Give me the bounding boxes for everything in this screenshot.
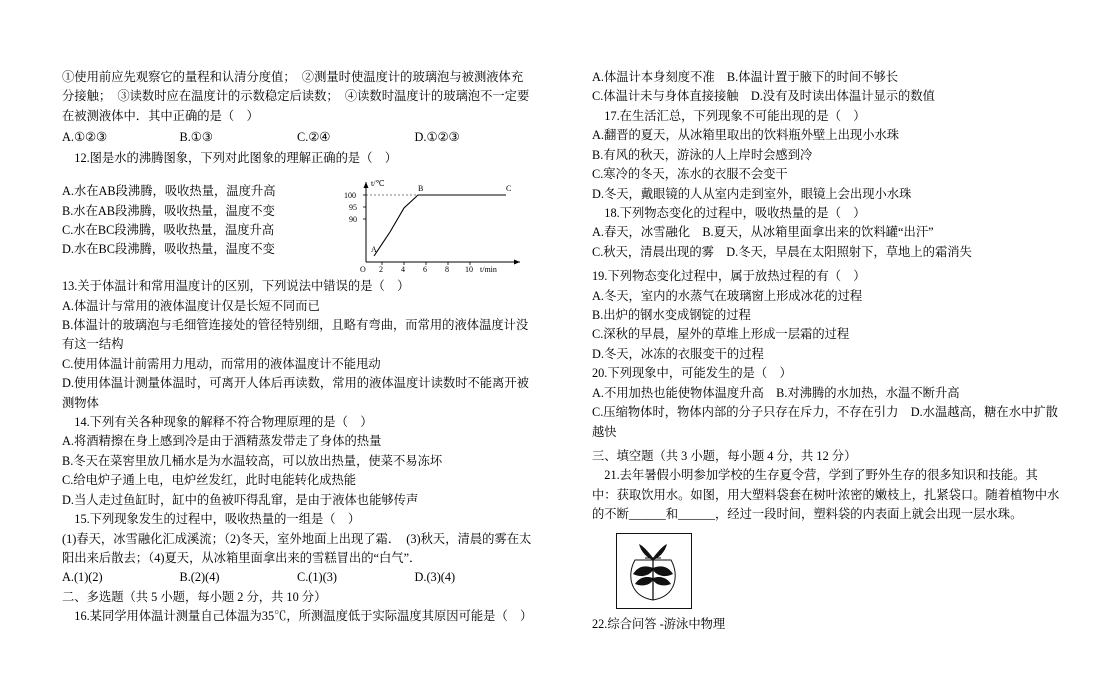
option-C[interactable]: C.②④: [297, 130, 331, 145]
q19-option-D[interactable]: D.冬天，冰冻的衣服变干的过程: [592, 346, 764, 361]
option-A[interactable]: A.①②③: [62, 130, 108, 145]
q16-option-A-B[interactable]: A.体温计本身刻度不准 B.体温计置于腋下的时间不够长: [592, 70, 899, 84]
q15-option-D[interactable]: D.(3)(4): [414, 570, 456, 585]
q20-option-A-B[interactable]: A.不用加热也能使物体温度升高 B.对沸腾的水加热，水温不断升高: [592, 385, 960, 400]
question-15-options: [62, 568, 532, 587]
q13-option-D[interactable]: D.使用体温计测量体温时，可离开人体后再读数，常用的液体温度计读数时不能离开被测物体: [62, 376, 529, 410]
q12-option-B[interactable]: B.水在AB段沸腾，吸收热量，温度不变: [62, 203, 275, 218]
q15-option-B[interactable]: B.(2)(4): [179, 570, 220, 585]
q20-option-C-D[interactable]: C.压缩物体时，物体内部的分子只存在斥力，不存在引力 D.水温越高，糖在水中扩散越快: [592, 405, 1058, 439]
question-18-stem: 18.下列物态变化的过程中，吸收热量的是（ ）: [604, 205, 866, 220]
question-16-stem: [62, 607, 532, 626]
q19-option-C[interactable]: C.深秋的早晨，屋外的草堆上形成一层霜的过程: [592, 327, 850, 342]
svg-text:90: 90: [349, 215, 357, 225]
q12-option-A[interactable]: A.水在AB段沸腾，吸收热量，温度升高: [62, 184, 276, 199]
question-14-stem: 14.下列有关各种现象的解释不符合物理原理的是（ ）: [74, 415, 373, 430]
q19-option-A[interactable]: A.冬天，室内的水蒸气在玻璃窗上形成冰花的过程: [592, 288, 863, 303]
q13-option-C[interactable]: C.使用体温计前需用力甩动，而常用的液体温度计不能甩动: [62, 356, 381, 371]
q13-option-A[interactable]: A.体温计与常用的液体温度计仅是长短不同而已: [62, 298, 320, 313]
left-column: [62, 68, 532, 627]
svg-text:100: 100: [344, 191, 356, 201]
section-three-heading: 三、填空题（共 3 小题，每小题 4 分，共 12 分）: [592, 449, 857, 464]
svg-text:t/min: t/min: [480, 265, 497, 275]
option-B[interactable]: B.①③: [179, 130, 213, 145]
question-20-stem: 20.下列现象中，可能发生的是（ ）: [592, 366, 792, 381]
q13-option-B[interactable]: B.体温计的玻璃泡与毛细管连接处的管径特别细，且略有弯曲，而常用的液体温度计没有这一结构: [62, 317, 529, 352]
question-21-stem: 21.去年暑假小明参加学校的生存夏令营，学到了野外生存的很多知识和技能。其中：获取饮用水。如图，用大塑料袋套在树叶浓密的嫩枝上，扎紧袋口。随着植物中水的不断______和______，经过一段时间，塑料袋的内表面上就会出现一层水珠。: [592, 468, 1060, 522]
question-19-stem: 19.下列物态变化过程中，属于放热过程的有（ ）: [592, 269, 866, 284]
q17-option-A[interactable]: A.翻晋的夏天，从冰箱里取出的饮料瓶外壁上出现小水珠: [592, 128, 900, 143]
q17-option-D[interactable]: D.冬天，戴眼镜的人从室内走到室外，眼镜上会出现小水珠: [592, 186, 912, 201]
q18-option-C-D[interactable]: C.秋天，清晨出现的雾 D.冬天，早晨在太阳照射下，草地上的霜消失: [592, 244, 972, 259]
question-13-stem: 13.关于体温计和常用温度计的区别，下列说法中错误的是（ ）: [62, 279, 410, 294]
q14-option-A[interactable]: A.将酒精擦在身上感到冷是由于酒精蒸发带走了身体的热量: [62, 434, 382, 449]
svg-text:O: O: [360, 265, 366, 275]
q12-option-C[interactable]: C.水在BC段沸腾，吸收热量，温度升高: [62, 222, 275, 237]
q17-option-B[interactable]: B.有风的秋天，游泳的人上岸时会感到冷: [592, 147, 813, 162]
svg-text:t/℃: t/℃: [371, 179, 385, 189]
q14-option-C[interactable]: C.给电炉子通上电，电炉丝发红，此时电能转化成热能: [62, 473, 357, 488]
svg-text:8: 8: [445, 265, 449, 275]
svg-text:95: 95: [349, 203, 357, 213]
svg-text:10: 10: [465, 265, 473, 275]
svg-text:4: 4: [401, 265, 405, 275]
q12-option-D[interactable]: D.水在BC段沸腾，吸收热量，温度不变: [62, 242, 275, 257]
question-15-stem: 15.下列现象发生的过程中，吸收热量的一组是（ ）: [74, 512, 361, 527]
q15-option-C[interactable]: C.(1)(3): [297, 570, 337, 585]
plant-bag-figure: [616, 533, 692, 609]
right-column: [592, 68, 1062, 634]
question-17-stem: 17.在生活汇总，下列现象不可能出现的是（ ）: [604, 108, 866, 123]
boiling-curve-chart: [330, 174, 530, 275]
svg-text:2: 2: [379, 265, 383, 275]
svg-text:6: 6: [423, 265, 427, 275]
q16-option-C-D[interactable]: C.体温计未与身体直接接触 D.没有及时读出体温计显示的数值: [592, 89, 935, 104]
question-15-body: (1)春天，冰雪融化汇成溪流；（2)冬天，室外地面上出现了霜． (3)秋天，清晨的雾在太阳出来后散去；（4)夏天，从冰箱里面拿出来的雪糕冒出的“白气”．: [62, 531, 532, 566]
svg-text:A: A: [371, 245, 377, 255]
svg-text:C: C: [506, 184, 512, 194]
question-11-tail: ①使用前应先观察它的量程和认清分度值； ②测量时使温度计的玻璃泡与被测液体充分接触； ③读数时应在温度计的示数稳定后读数； ④读数时温度计的玻璃泡不一定要在被测液体中．其中正确的是（ ）: [62, 70, 530, 123]
q14-option-D[interactable]: D.当人走过鱼缸时，缸中的鱼被吓得乱窜，是由于液体也能够传声: [62, 492, 419, 507]
svg-text:B: B: [418, 184, 424, 194]
question-16-stem-text: 16.某同学用体温计测量自己体温为35℃，所测温度低于实际温度其原因可能是（ ）: [74, 609, 533, 624]
q19-option-B[interactable]: B.出炉的钢水变成钢锭的过程: [592, 308, 751, 323]
option-D[interactable]: D.①②③: [414, 130, 460, 145]
question-11-options: [62, 128, 532, 147]
q15-option-A[interactable]: A.(1)(2): [62, 570, 103, 585]
question-12-stem: 12.图是水的沸腾图象，下列对此图象的理解正确的是（ ）: [74, 150, 398, 165]
q17-option-C[interactable]: C.寒冷的冬天，冻水的衣服不会变干: [592, 167, 788, 182]
question-22-stem: 22.综合问答 -游泳中物理: [592, 616, 726, 631]
q14-option-B[interactable]: B.冬天在菜窖里放几桶水是为水温较高，可以放出热量，使菜不易冻坏: [62, 453, 443, 468]
q18-option-A-B[interactable]: A.春天，冰雪融化 B.夏天，从冰箱里面拿出来的饮料罐“出汗”: [592, 225, 934, 240]
question-12-figure-block: [62, 179, 532, 275]
section-two-heading: 二、多选题（共 5 小题，每小题 2 分，共 10 分）: [62, 589, 327, 604]
